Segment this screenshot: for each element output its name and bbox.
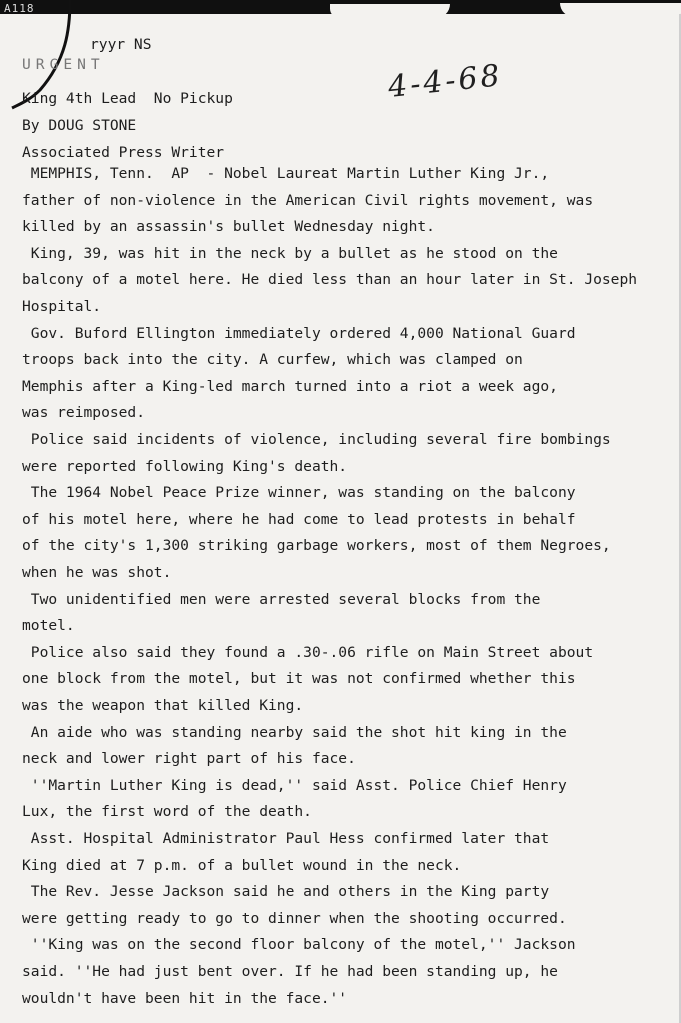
- body-line: killed by an assassin's bullet Wednesday night.: [22, 218, 435, 236]
- urgency-label: URGENT: [22, 56, 105, 73]
- body-line: Hospital.: [22, 298, 102, 315]
- body-line: King, 39, was hit in the neck by a bullet as he stood on the: [22, 244, 558, 262]
- body-line: An aide who was standing nearby said the shot hit king in the: [22, 723, 567, 741]
- body-line: Two unidentified men were arrested several blocks from the: [22, 590, 541, 608]
- body-line: Gov. Buford Ellington immediately ordered 4,000 National Guard: [22, 324, 576, 342]
- body-line: of his motel here, where he had come to lead protests in behalf: [22, 510, 576, 528]
- corner-label: A118: [4, 2, 35, 15]
- body-line: were getting ready to go to dinner when the shooting occurred.: [22, 909, 567, 927]
- body-line: of the city's 1,300 striking garbage workers, most of them Negroes,: [22, 537, 611, 555]
- body-line: Memphis after a King-led march turned into a riot a week ago,: [22, 377, 558, 395]
- handwritten-date: 4-4-68: [386, 58, 505, 105]
- body-line: ''Martin Luther King is dead,'' said Asst. Police Chief Henry: [22, 776, 567, 794]
- body-line: The Rev. Jesse Jackson said he and others in the King party: [22, 883, 550, 901]
- body-line: wouldn't have been hit in the face.'': [22, 989, 348, 1007]
- body-line: Asst. Hospital Administrator Paul Hess confirmed later that: [22, 830, 550, 847]
- body-line: said. ''He had just bent over. If he had been standing up, he: [22, 963, 558, 980]
- body-line: troops back into the city. A curfew, which was clamped on: [22, 351, 523, 369]
- body-line: King died at 7 p.m. of a bullet wound in the neck.: [22, 856, 462, 874]
- body-line: were reported following King's death.: [22, 457, 348, 475]
- body-line: The 1964 Nobel Peace Prize winner, was standing on the balcony: [22, 484, 576, 502]
- byline: By DOUG STONE: [22, 117, 137, 134]
- body-line: was reimposed.: [22, 404, 146, 422]
- body-line: Police said incidents of violence, including several fire bombings: [22, 431, 611, 448]
- body-line: Lux, the first word of the death.: [22, 803, 312, 821]
- body-line: one block from the motel, but it was not confirmed whether this: [22, 670, 576, 688]
- body-line: ''King was on the second floor balcony of the motel,'' Jackson: [22, 936, 576, 954]
- affiliation: Associated Press Writer: [22, 144, 225, 161]
- scan-border: [0, 0, 681, 14]
- body-line: MEMPHIS, Tenn. AP - Nobel Laureat Martin Luther King Jr.,: [22, 165, 550, 182]
- body-line: father of non-violence in the American Civil rights movement, was: [22, 191, 594, 209]
- routing-code: ryyr NS: [90, 36, 152, 53]
- body-line: was the weapon that killed King.: [22, 697, 304, 714]
- body-line: Police also said they found a .30-.06 rifle on Main Street about: [22, 643, 594, 661]
- body-line: neck and lower right part of his face.: [22, 750, 356, 768]
- body-line: balcony of a motel here. He died less than an hour later in St. Joseph: [22, 271, 638, 289]
- body-line: motel.: [22, 617, 75, 635]
- story-slug: King 4th Lead No Pickup: [22, 90, 233, 107]
- body-line: when he was shot.: [22, 564, 172, 581]
